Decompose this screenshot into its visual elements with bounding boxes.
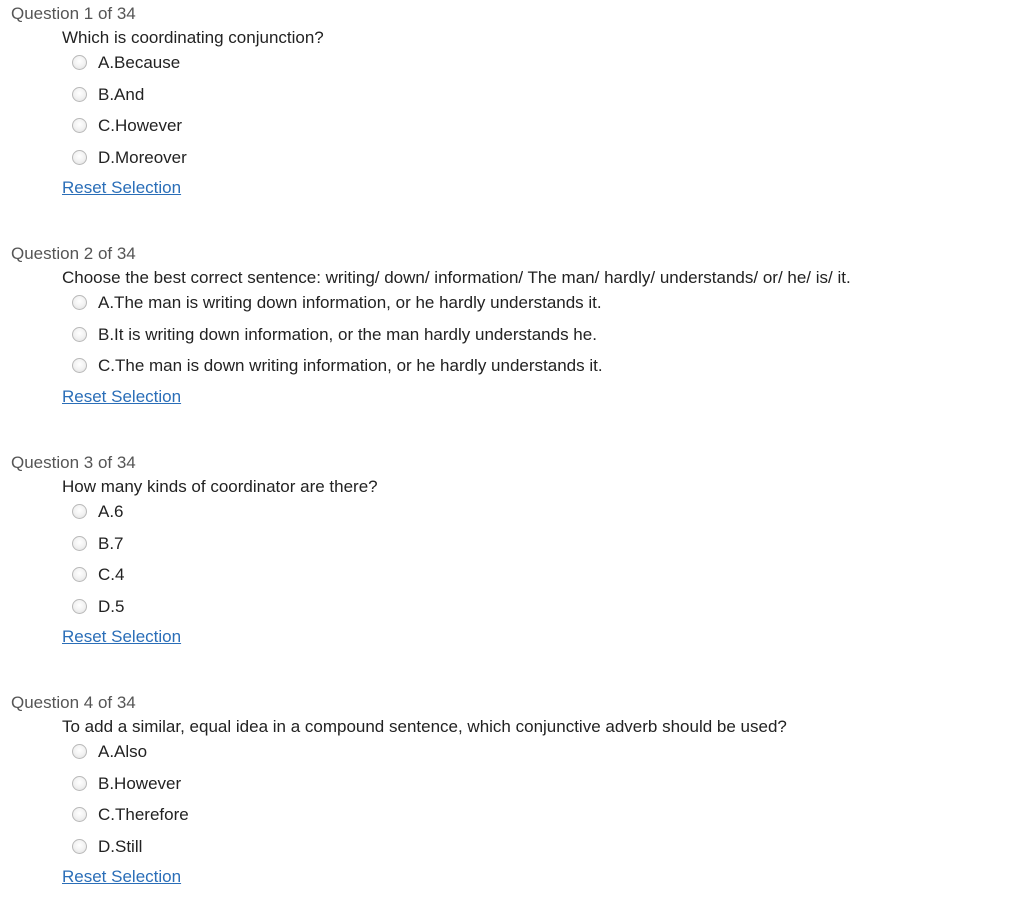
answer-option-b[interactable] bbox=[72, 773, 189, 805]
question-text: To add a similar, equal idea in a compound sentence, which conjunctive adverb should be used? bbox=[62, 717, 787, 736]
answer-options bbox=[72, 741, 189, 867]
answer-option-b[interactable] bbox=[72, 533, 124, 565]
radio-button[interactable] bbox=[72, 295, 87, 310]
answer-option-d[interactable] bbox=[72, 836, 189, 868]
radio-button[interactable] bbox=[72, 87, 87, 102]
question-text: Which is coordinating conjunction? bbox=[62, 28, 324, 47]
radio-button[interactable] bbox=[72, 599, 87, 614]
answer-option-label: B.And bbox=[98, 84, 145, 104]
answer-option-a[interactable] bbox=[72, 52, 187, 84]
answer-option-label: B.However bbox=[98, 773, 182, 793]
answer-option-label: B.7 bbox=[98, 533, 124, 553]
radio-button[interactable] bbox=[72, 807, 87, 822]
answer-options bbox=[72, 52, 187, 178]
answer-option-a[interactable] bbox=[72, 501, 124, 533]
radio-button[interactable] bbox=[72, 358, 87, 373]
answer-option-label: D.Moreover bbox=[98, 147, 187, 167]
answer-option-c[interactable] bbox=[72, 804, 189, 836]
radio-button[interactable] bbox=[72, 504, 87, 519]
answer-option-b[interactable] bbox=[72, 84, 187, 116]
question-text: How many kinds of coordinator are there? bbox=[62, 477, 378, 496]
radio-button[interactable] bbox=[72, 55, 87, 70]
answer-option-label: D.5 bbox=[98, 596, 125, 616]
answer-option-label: A.Also bbox=[98, 742, 148, 761]
reset-selection-link[interactable]: Reset Selection bbox=[62, 387, 182, 406]
radio-button[interactable] bbox=[72, 327, 87, 342]
reset-selection-link[interactable]: Reset Selection bbox=[62, 178, 182, 197]
radio-button[interactable] bbox=[72, 567, 87, 582]
reset-selection-link[interactable]: Reset Selection bbox=[62, 867, 182, 886]
question-header: Question 4 of 34 bbox=[11, 693, 136, 712]
answer-option-a[interactable] bbox=[72, 741, 189, 773]
answer-option-b[interactable] bbox=[72, 324, 603, 356]
answer-option-label: C.Therefore bbox=[98, 805, 189, 824]
answer-options bbox=[72, 501, 124, 627]
answer-option-d[interactable] bbox=[72, 596, 124, 628]
answer-option-c[interactable] bbox=[72, 564, 124, 596]
answer-options bbox=[72, 292, 603, 387]
answer-option-d[interactable] bbox=[72, 147, 187, 179]
question-text: Choose the best correct sentence: writing/ down/ information/ The man/ hardly/ understands/ or/ he/ is/ it. bbox=[62, 268, 851, 287]
question-header: Question 2 of 34 bbox=[11, 244, 136, 263]
reset-selection-link[interactable]: Reset Selection bbox=[62, 627, 182, 646]
answer-option-label: A.The man is writing down information, or he hardly understands it. bbox=[98, 293, 602, 312]
question-header: Question 3 of 34 bbox=[11, 453, 136, 472]
answer-option-label: A.Because bbox=[98, 53, 181, 72]
radio-button[interactable] bbox=[72, 536, 87, 551]
answer-option-label: A.6 bbox=[98, 502, 124, 521]
radio-button[interactable] bbox=[72, 839, 87, 854]
answer-option-c[interactable] bbox=[72, 115, 187, 147]
answer-option-c[interactable] bbox=[72, 355, 603, 387]
answer-option-label: C.The man is down writing information, or he hardly understands it. bbox=[98, 356, 603, 375]
radio-button[interactable] bbox=[72, 776, 87, 791]
radio-button[interactable] bbox=[72, 150, 87, 165]
question-header: Question 1 of 34 bbox=[11, 4, 136, 23]
radio-button[interactable] bbox=[72, 118, 87, 133]
answer-option-label: B.It is writing down information, or the man hardly understands he. bbox=[98, 324, 597, 344]
answer-option-a[interactable] bbox=[72, 292, 603, 324]
answer-option-label: D.Still bbox=[98, 836, 143, 856]
answer-option-label: C.However bbox=[98, 116, 183, 135]
answer-option-label: C.4 bbox=[98, 565, 125, 584]
radio-button[interactable] bbox=[72, 744, 87, 759]
